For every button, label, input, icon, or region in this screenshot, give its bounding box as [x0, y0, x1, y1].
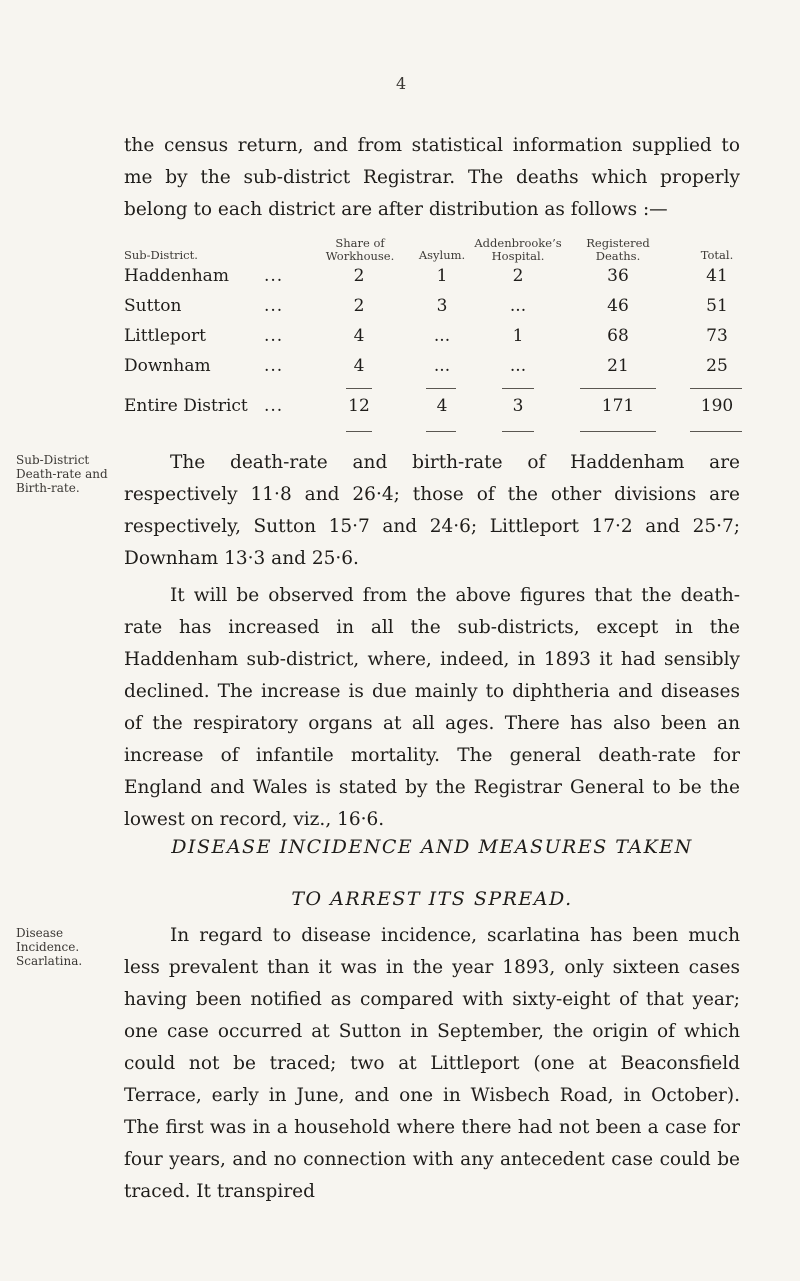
page-number: 4: [396, 74, 407, 93]
row-name: Haddenham: [124, 266, 229, 286]
row-asylum: ...: [433, 326, 451, 346]
row-addenbrooke: 2: [512, 266, 524, 286]
table-rule: [580, 388, 656, 389]
row-dots: ...: [264, 396, 284, 416]
table-row: [124, 266, 744, 288]
row-workhouse: 12: [348, 396, 370, 416]
row-addenbrooke: ...: [509, 296, 527, 316]
row-addenbrooke: 1: [512, 326, 524, 346]
table-row: [124, 296, 744, 318]
row-dots: ...: [264, 356, 284, 376]
increase-paragraph: It will be observed from the above figures that the death-rate has increased in all the sub-districts, except in the Haddenham sub-district, where, indeed, in 1893 it had sensibly declined. The increase is due mainly to diphtheria and diseases of the respiratory organs at all ages. There has also been an increase of infantile mortality. The general death-rate for England and Wales is stated by the Registrar General to be the lowest on record, viz., 16·6.: [124, 585, 740, 830]
row-total: 51: [706, 296, 728, 316]
intro-paragraph: the census return, and from statistical information supplied to me by the sub-district Registrar. The deaths which properly belong to each district are after distribution as follows :—: [124, 135, 740, 220]
header-workhouse: Share of Workhouse.: [325, 236, 395, 263]
table-row: [124, 326, 744, 348]
header-total: Total.: [700, 248, 734, 262]
scarlatina-paragraph: In regard to disease incidence, scarlatina has been much less prevalent than it was in the year 1893, only sixteen cases having been notified as compared with sixty-eight of that year; one case occurred at Sutton in September, the origin of which could not be traced; two at Littleport (one at Beaconsfield Terrace, early in June, and one in Wisbech Road, in October). The first was in a household where there had not been a case for four years, and no connection with any antecedent case could be traced. It transpired: [124, 925, 740, 1202]
row-asylum: 4: [436, 396, 448, 416]
row-dots: ...: [264, 326, 284, 346]
table-rule: [426, 431, 456, 432]
row-asylum: ...: [433, 356, 451, 376]
row-asylum: 1: [436, 266, 448, 286]
table-rule: [346, 431, 372, 432]
table-rule: [690, 431, 742, 432]
table-row: [124, 356, 744, 378]
total-row: [124, 396, 744, 418]
row-name: Littleport: [124, 326, 206, 346]
row-dots: ...: [264, 266, 284, 286]
row-name: Downham: [124, 356, 211, 376]
row-workhouse: 2: [353, 266, 365, 286]
header-asylum: Asylum.: [418, 248, 466, 262]
row-addenbrooke: ...: [509, 356, 527, 376]
row-registered: 36: [607, 266, 629, 286]
row-workhouse: 4: [353, 326, 365, 346]
row-name: Entire District: [124, 396, 248, 416]
rates-paragraph: The death-rate and birth-rate of Haddenham are respectively 11·8 and 26·4; those of the other divisions are respectively, Sutton 15·7 and 24·6; Littleport 17·2 and 25·7; Downham 13·3 and 25·6.: [124, 452, 740, 569]
row-registered: 21: [607, 356, 629, 376]
table-rule: [502, 431, 534, 432]
row-dots: ...: [264, 296, 284, 316]
section-heading-line1: DISEASE INCIDENCE AND MEASURES TAKEN: [171, 836, 693, 858]
row-registered: 171: [601, 396, 635, 416]
table-rule: [690, 388, 742, 389]
table-rule: [426, 388, 456, 389]
header-registered: Registered Deaths.: [586, 236, 650, 263]
sidenote-rates: Sub-District Death-rate and Birth-rate.: [16, 453, 108, 495]
table-rule: [346, 388, 372, 389]
table-rule: [580, 431, 656, 432]
row-workhouse: 2: [353, 296, 365, 316]
row-registered: 68: [607, 326, 629, 346]
row-total: 73: [706, 326, 728, 346]
row-total: 41: [706, 266, 728, 286]
row-name: Sutton: [124, 296, 182, 316]
sidenote-disease: Disease Incidence. Scarlatina.: [16, 926, 83, 968]
row-addenbrooke: 3: [512, 396, 524, 416]
row-asylum: 3: [436, 296, 448, 316]
table-rule: [502, 388, 534, 389]
header-addenbrooke: Addenbrooke’s Hospital.: [474, 236, 562, 263]
row-workhouse: 4: [353, 356, 365, 376]
section-heading-line2: TO ARREST ITS SPREAD.: [291, 888, 573, 910]
row-total: 190: [700, 396, 734, 416]
row-registered: 46: [607, 296, 629, 316]
row-total: 25: [706, 356, 728, 376]
header-sub-district: Sub-District.: [124, 248, 198, 262]
